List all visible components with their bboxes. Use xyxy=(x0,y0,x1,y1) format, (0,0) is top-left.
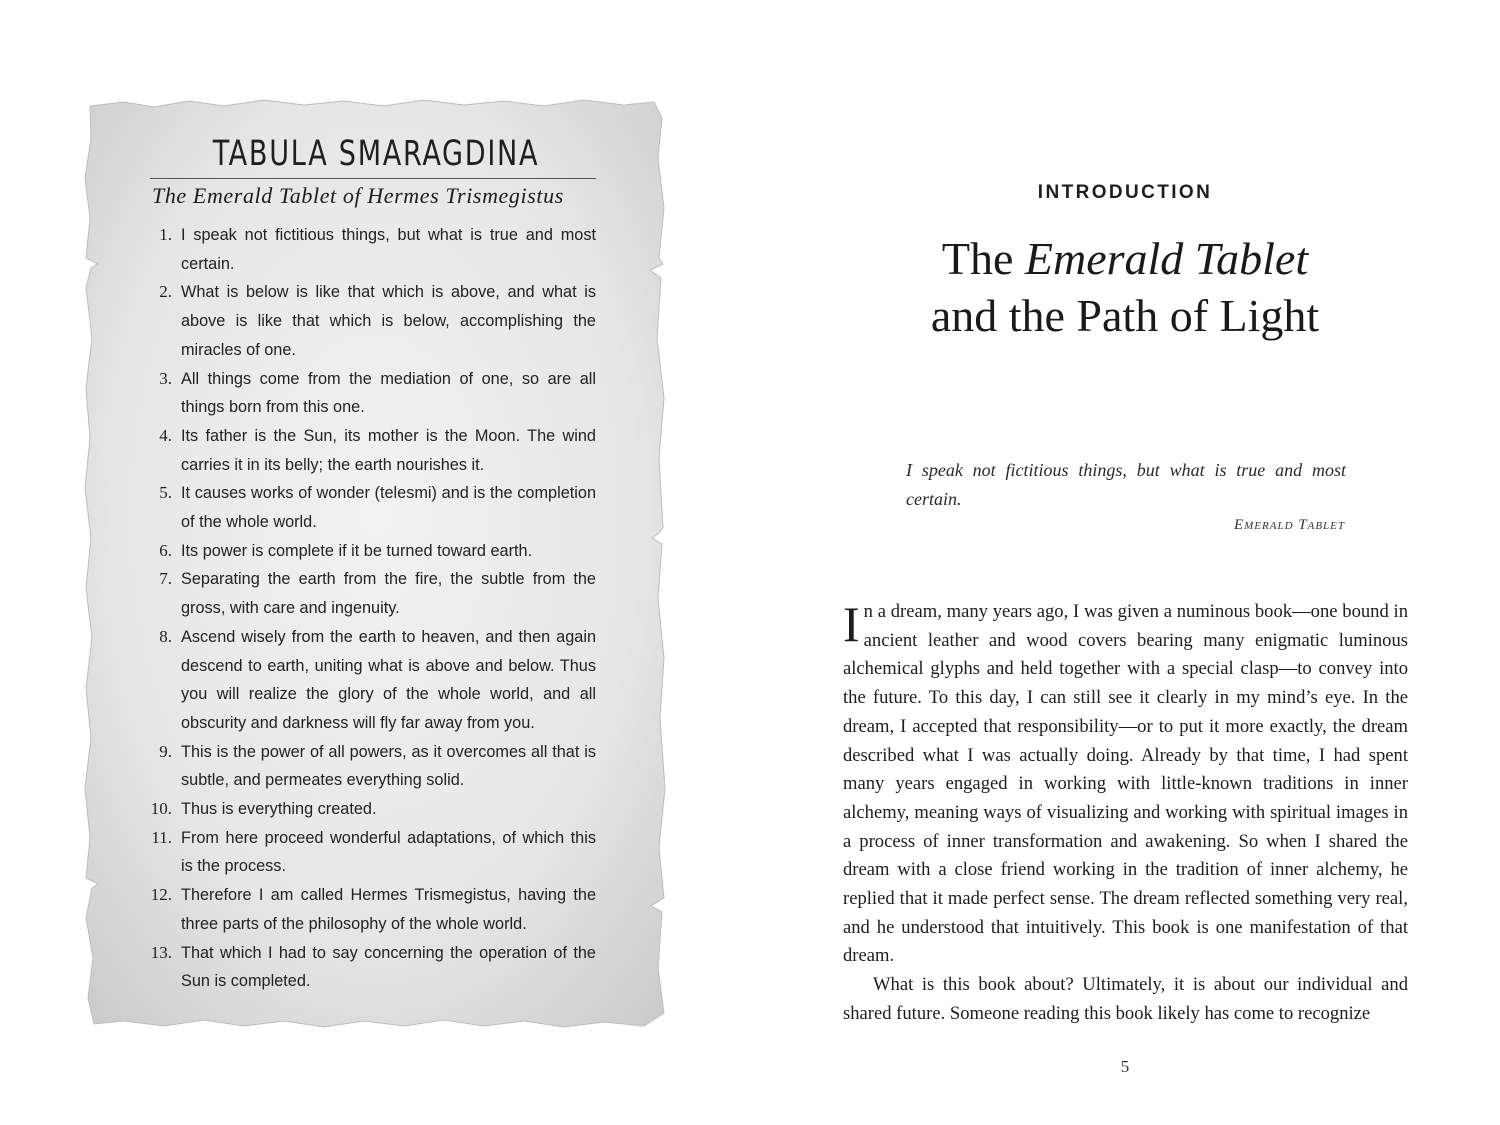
list-item xyxy=(140,565,596,622)
section-label: INTRODUCTION xyxy=(1037,182,1213,203)
list-item xyxy=(140,795,596,824)
tablet-precepts-list xyxy=(140,221,596,996)
item-number: 11. xyxy=(151,827,172,847)
list-item xyxy=(140,824,596,881)
item-number: 13. xyxy=(150,942,172,962)
chapter-title-line2: and the Path of Light xyxy=(930,290,1320,341)
item-text: Its father is the Sun, its mother is the Moon. The wind carries it in its belly; the earth nourishes it. xyxy=(181,426,596,474)
item-text: Thus is everything created. xyxy=(181,800,377,819)
list-item xyxy=(140,738,596,795)
tablet-content xyxy=(84,98,668,1030)
chapter-title-line1 xyxy=(942,233,1308,284)
item-text: What is below is like that which is above, and what is above is like that which is below, accomplishing the miracles of one. xyxy=(181,283,596,359)
parchment-panel xyxy=(84,98,668,1030)
chapter-title xyxy=(850,230,1400,344)
item-number: 4. xyxy=(159,425,172,445)
list-item xyxy=(140,623,596,738)
item-number: 1. xyxy=(159,225,172,244)
list-item xyxy=(140,479,596,536)
list-item xyxy=(140,422,596,479)
epigraph: I speak not fictitious things, but what is true and most certain. xyxy=(906,460,1346,509)
item-number: 6. xyxy=(159,540,172,560)
title-divider xyxy=(150,178,596,179)
item-text: This is the power of all powers, as it overcomes all that is subtle, and permeates everything solid. xyxy=(181,742,596,790)
item-number: 12. xyxy=(150,885,172,905)
item-text: I speak not fictitious things, but what is true and most certain. xyxy=(181,226,596,273)
title-italic-text: Emerald Tablet xyxy=(1024,233,1309,284)
list-item xyxy=(140,537,596,566)
drop-cap: I xyxy=(843,596,860,652)
paragraph xyxy=(843,598,1408,971)
item-text: Its power is complete if it be turned toward earth. xyxy=(181,541,533,560)
item-number: 7. xyxy=(159,569,172,589)
paragraph-text: n a dream, many years ago, I was given a numinous book—one bound in ancient leather and wood covers bearing many enigmatic luminous alchemical glyphs and held together with a special clasp—to convey into the future. To this day, I can still see it clearly in my mind’s eye. In the dream, I accepted that responsibility—or to put it more exactly, the dream described what I was actually doing. Already by that time, I had spent many years engaged in working with little-known traditions in inner alchemy, meaning ways of visualizing and working with spiritual images in a process of inner transformation and awakening. So when I shared the dream with a close friend working in the tradition of inner alchemy, he replied that it made perfect sense. The dream reflected something very real, and he understood that intuitively. This book is one manifestation of that dream. xyxy=(843,601,1408,967)
page-number: 5 xyxy=(1120,1057,1130,1076)
tablet-subtitle: The Emerald Tablet of Hermes Trismegistus xyxy=(152,183,564,208)
epigraph-source: Emerald Tablet xyxy=(1233,517,1345,533)
tablet-title: TABULA SMARAGDINA xyxy=(212,134,540,174)
item-text: That which I had to say concerning the operation of the Sun is completed. xyxy=(181,943,596,991)
title-text: The xyxy=(941,233,1025,284)
list-item xyxy=(140,365,596,422)
item-text: It causes works of wonder (telesmi) and is the completion of the whole world. xyxy=(181,484,596,532)
item-text: Ascend wisely from the earth to heaven, and then again descend to earth, uniting what is above and below. Thus you will realize the glory of the whole world, and all obscurity and darkness will fly far away from you. xyxy=(181,627,596,732)
list-item xyxy=(140,939,596,996)
body-text xyxy=(843,598,1408,1029)
item-number: 9. xyxy=(159,741,172,761)
item-number: 10. xyxy=(150,799,172,819)
item-number: 5. xyxy=(159,483,172,503)
item-text: Therefore I am called Hermes Trismegistus, having the three parts of the philosophy of the whole world. xyxy=(181,886,596,933)
item-text: Separating the earth from the fire, the subtle from the gross, with care and ingenuity. xyxy=(181,570,596,618)
item-number: 3. xyxy=(159,368,172,388)
item-text: All things come from the mediation of one, so are all things born from this one. xyxy=(181,369,596,417)
list-item xyxy=(140,221,596,278)
item-text: From here proceed wonderful adaptations, of which this is the process. xyxy=(181,828,596,876)
list-item xyxy=(140,278,596,364)
list-item xyxy=(140,881,596,938)
item-number: 2. xyxy=(159,282,172,302)
item-number: 8. xyxy=(159,626,172,646)
paragraph: What is this book about? Ultimately, it is about our individual and shared future. Someone reading this book likely has come to recognize xyxy=(843,974,1408,1024)
